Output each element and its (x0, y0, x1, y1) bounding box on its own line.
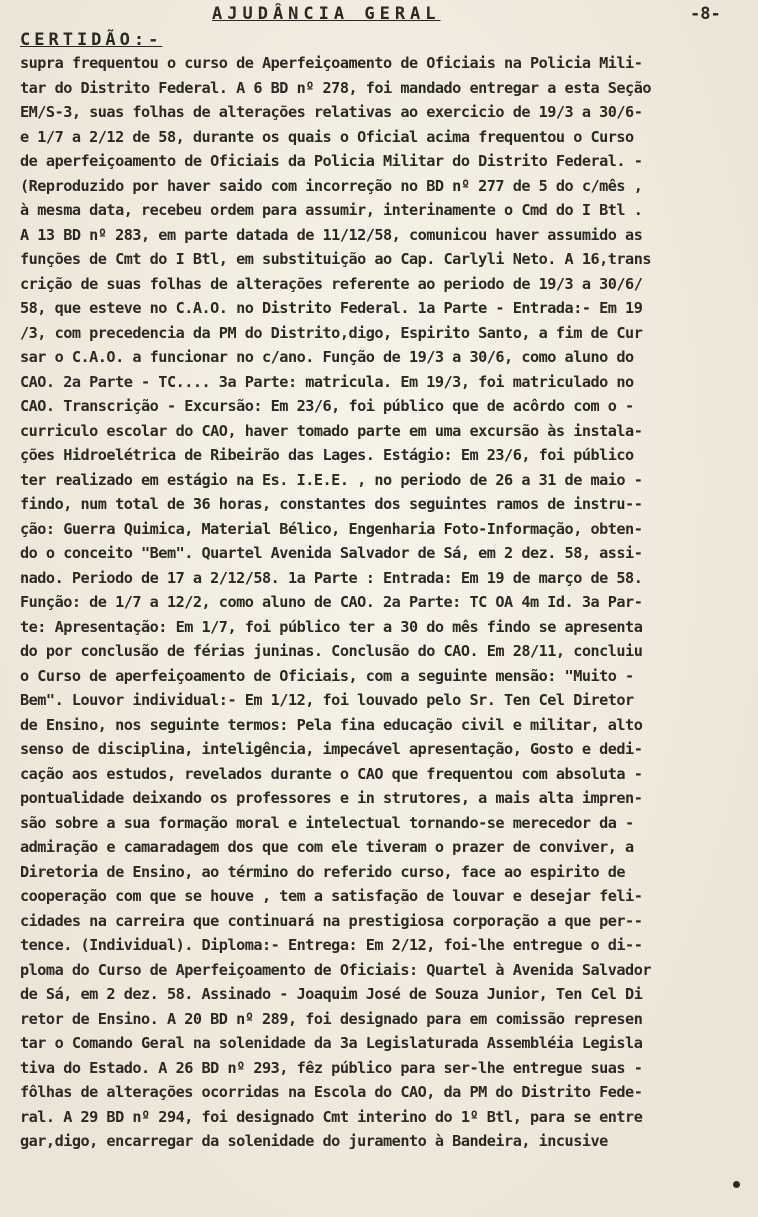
text-line: ral. A 29 BD nº 294, foi designado Cmt interino do 1º Btl, para se entre (20, 1107, 643, 1126)
text-line: são sobre a sua formação moral e intelectual tornando-se merecedor da - (20, 813, 634, 832)
text-line: EM/S-3, suas folhas de alterações relativas ao exercicio de 19/3 a 30/6- (20, 103, 643, 121)
text-line: Função: de 1/7 a 12/2, como aluno de CAO. 2a Parte: TC OA 4m Id. 3a Par- (20, 593, 643, 611)
text-line: à mesma data, recebeu ordem para assumir, interinamente o Cmd do I Btl . (20, 201, 643, 219)
text-line: tence. (Individual). Diploma:- Entrega: Em 2/12, foi-lhe entregue o di-- (20, 936, 643, 954)
text-line: pontualidade deixando os professores e in strutores, a mais alta impren- (20, 789, 643, 807)
text-line: 58, que esteve no C.A.O. no Distrito Federal. 1a Parte - Entrada:- Em 19 (20, 299, 643, 317)
text-line: tar o Comando Geral na solenidade da 3a Legislaturada Assembléia Legisla (20, 1034, 643, 1052)
text-line: findo, num total de 36 horas, constantes dos seguintes ramos de instru-- (20, 495, 643, 513)
text-line: tiva do Estado. A 26 BD nº 293, fêz público para ser-lhe entregue suas - (20, 1058, 643, 1077)
text-line: o Curso de aperfeiçoamento de Oficiais, com a seguinte mensão: "Muito - (20, 666, 634, 685)
text-line: CAO. 2a Parte - TC.... 3a Parte: matricula. Em 19/3, foi matriculado no (20, 372, 634, 391)
text-line: Diretoria de Ensino, ao término do referido curso, face ao espirito de (20, 862, 626, 881)
ink-dot (733, 1181, 740, 1188)
text-line: de aperfeiçoamento de Oficiais da Policia Militar do Distrito Federal. - (20, 152, 643, 170)
text-line: ter realizado em estágio na Es. I.E.E. , no periodo de 26 a 31 de maio - (20, 470, 643, 489)
text-line: admiração e camaradagem dos que com ele tiveram o prazer de conviver, a (20, 838, 634, 856)
body-text (20, 51, 754, 1154)
text-line: tar do Distrito Federal. A 6 BD nº 278, foi mandado entregar a esta Seção (20, 78, 651, 97)
page-number: -8- (690, 4, 721, 24)
text-line: gar,digo, encarregar da solenidade do juramento à Bandeira, incusive (20, 1132, 608, 1150)
text-line: cidades na carreira que continuará na prestigiosa corporação a que per-- (20, 911, 643, 930)
text-line: (Reproduzido por haver saido com incorreção no BD nº 277 de 5 do c/mês , (20, 176, 643, 195)
text-line: ções Hidroelétrica de Ribeirão das Lages. Estágio: Em 23/6, foi público (20, 446, 634, 464)
text-line: crição de suas folhas de alterações referente ao periodo de 19/3 a 30/6/ (20, 274, 643, 293)
text-line: retor de Ensino. A 20 BD nº 289, foi designado para em comissão represen (20, 1009, 643, 1028)
text-line: sar o C.A.O. a funcionar no c/ano. Função de 19/3 a 30/6, como aluno do (20, 348, 634, 366)
text-line: CAO. Transcrição - Excursão: Em 23/6, foi público que de acôrdo com o - (20, 397, 634, 415)
text-line: de Ensino, nos seguinte termos: Pela fina educação civil e militar, alto (20, 715, 643, 734)
text-line: de Sá, em 2 dez. 58. Assinado - Joaquim José de Souza Junior, Ten Cel Di (20, 985, 643, 1003)
text-line: do por conclusão de férias juninas. Conclusão do CAO. Em 28/11, concluiu (20, 642, 643, 660)
text-line: cação aos estudos, revelados durante o CAO que frequentou com absoluta - (20, 764, 643, 783)
header-title: AJUDÂNCIA GERAL (212, 4, 441, 24)
text-line: supra frequentou o curso de Aperfeiçoamento de Oficiais na Policia Mili- (20, 54, 643, 72)
text-line: nado. Periodo de 17 a 2/12/58. 1a Parte : Entrada: Em 19 de março de 58. (20, 568, 643, 587)
text-line: A 13 BD nº 283, em parte datada de 11/12/58, comunicou haver assumido as (20, 225, 643, 244)
page-header (0, 4, 758, 30)
text-line: curriculo escolar do CAO, haver tomado parte em uma excursão às instala- (20, 421, 643, 440)
section-heading: CERTIDÃO:- (20, 30, 163, 50)
text-line: ção: Guerra Quimica, Material Bélico, Engenharia Foto-Informação, obten- (20, 519, 643, 538)
text-line: funções de Cmt do I Btl, em substituição ao Cap. Carlyli Neto. A 16,trans (20, 250, 651, 268)
text-line: /3, com precedencia da PM do Distrito,digo, Espirito Santo, a fim de Cur (20, 323, 643, 342)
text-line: e 1/7 a 2/12 de 58, durante os quais o Oficial acima frequentou o Curso (20, 127, 634, 146)
text-line: fôlhas de alterações ocorridas na Escola do CAO, da PM do Distrito Fede- (20, 1083, 643, 1101)
text-line: senso de disciplina, inteligência, impecável apresentação, Gosto e dedi- (20, 740, 643, 758)
text-line: ploma do Curso de Aperfeiçoamento de Oficiais: Quartel à Avenida Salvador (20, 960, 651, 979)
text-line: te: Apresentação: Em 1/7, foi público ter a 30 do mês findo se apresenta (20, 617, 643, 636)
text-line: Bem". Louvor individual:- Em 1/12, foi louvado pelo Sr. Ten Cel Diretor (20, 691, 634, 709)
text-line: do o conceito "Bem". Quartel Avenida Salvador de Sá, em 2 dez. 58, assi- (20, 544, 643, 562)
text-line: cooperação com que se houve , tem a satisfação de louvar e desejar feli- (20, 887, 643, 905)
